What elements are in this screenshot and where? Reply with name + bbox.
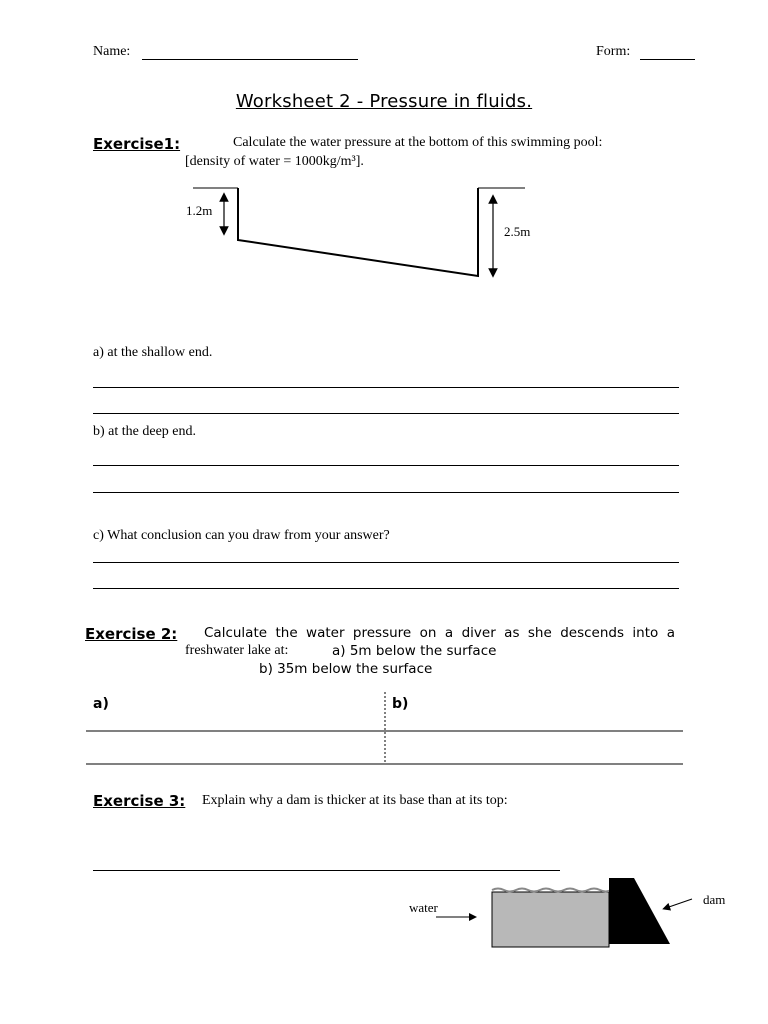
answer-line[interactable] — [93, 562, 679, 563]
table-col-a-label: a) — [93, 696, 109, 712]
water-surface — [492, 889, 611, 892]
answer-line[interactable] — [93, 387, 679, 388]
exercise3-heading: Exercise 3: — [93, 792, 186, 810]
exercise2-question-cont: freshwater lake at: — [185, 643, 289, 658]
exercise1-question: Calculate the water pressure at the bottom of this swimming pool: — [233, 135, 603, 150]
table-col-b-label: b) — [392, 696, 409, 712]
form-label: Form: — [596, 44, 631, 59]
part-c-label: c) What conclusion can you draw from your answer? — [93, 528, 390, 543]
shallow-depth-label: 1.2m — [186, 203, 213, 218]
answer-line[interactable] — [93, 870, 560, 871]
answer-cell-b[interactable] — [386, 732, 683, 763]
dam-arrow — [666, 899, 692, 908]
water-body — [492, 892, 609, 947]
pool-outline — [193, 188, 525, 276]
answer-line[interactable] — [93, 465, 679, 466]
density-note: [density of water = 1000kg/m³]. — [185, 154, 364, 169]
exercise2-option-a: a) 5m below the surface — [332, 643, 497, 659]
exercise1-heading: Exercise1: — [93, 135, 181, 153]
answer-line[interactable] — [93, 588, 679, 589]
part-b-label: b) at the deep end. — [93, 424, 197, 439]
deep-depth-label: 2.5m — [504, 224, 531, 239]
exercise2-question: Calculate the water pressure on a diver as she descends into a — [204, 625, 675, 641]
answer-line[interactable] — [93, 492, 679, 493]
exercise2-option-b: b) 35m below the surface — [259, 661, 433, 677]
name-label: Name: — [93, 44, 131, 59]
dam-label: dam — [703, 892, 726, 907]
part-a-label: a) at the shallow end. — [93, 345, 213, 360]
exercise3-question: Explain why a dam is thicker at its base than at its top: — [202, 793, 508, 808]
page-title: Worksheet 2 - Pressure in fluids. — [235, 91, 533, 112]
water-label: water — [409, 900, 438, 915]
answer-cell-a[interactable] — [86, 732, 385, 763]
answer-line[interactable] — [93, 413, 679, 414]
dam-wall — [609, 878, 670, 944]
exercise2-heading: Exercise 2: — [85, 625, 178, 643]
